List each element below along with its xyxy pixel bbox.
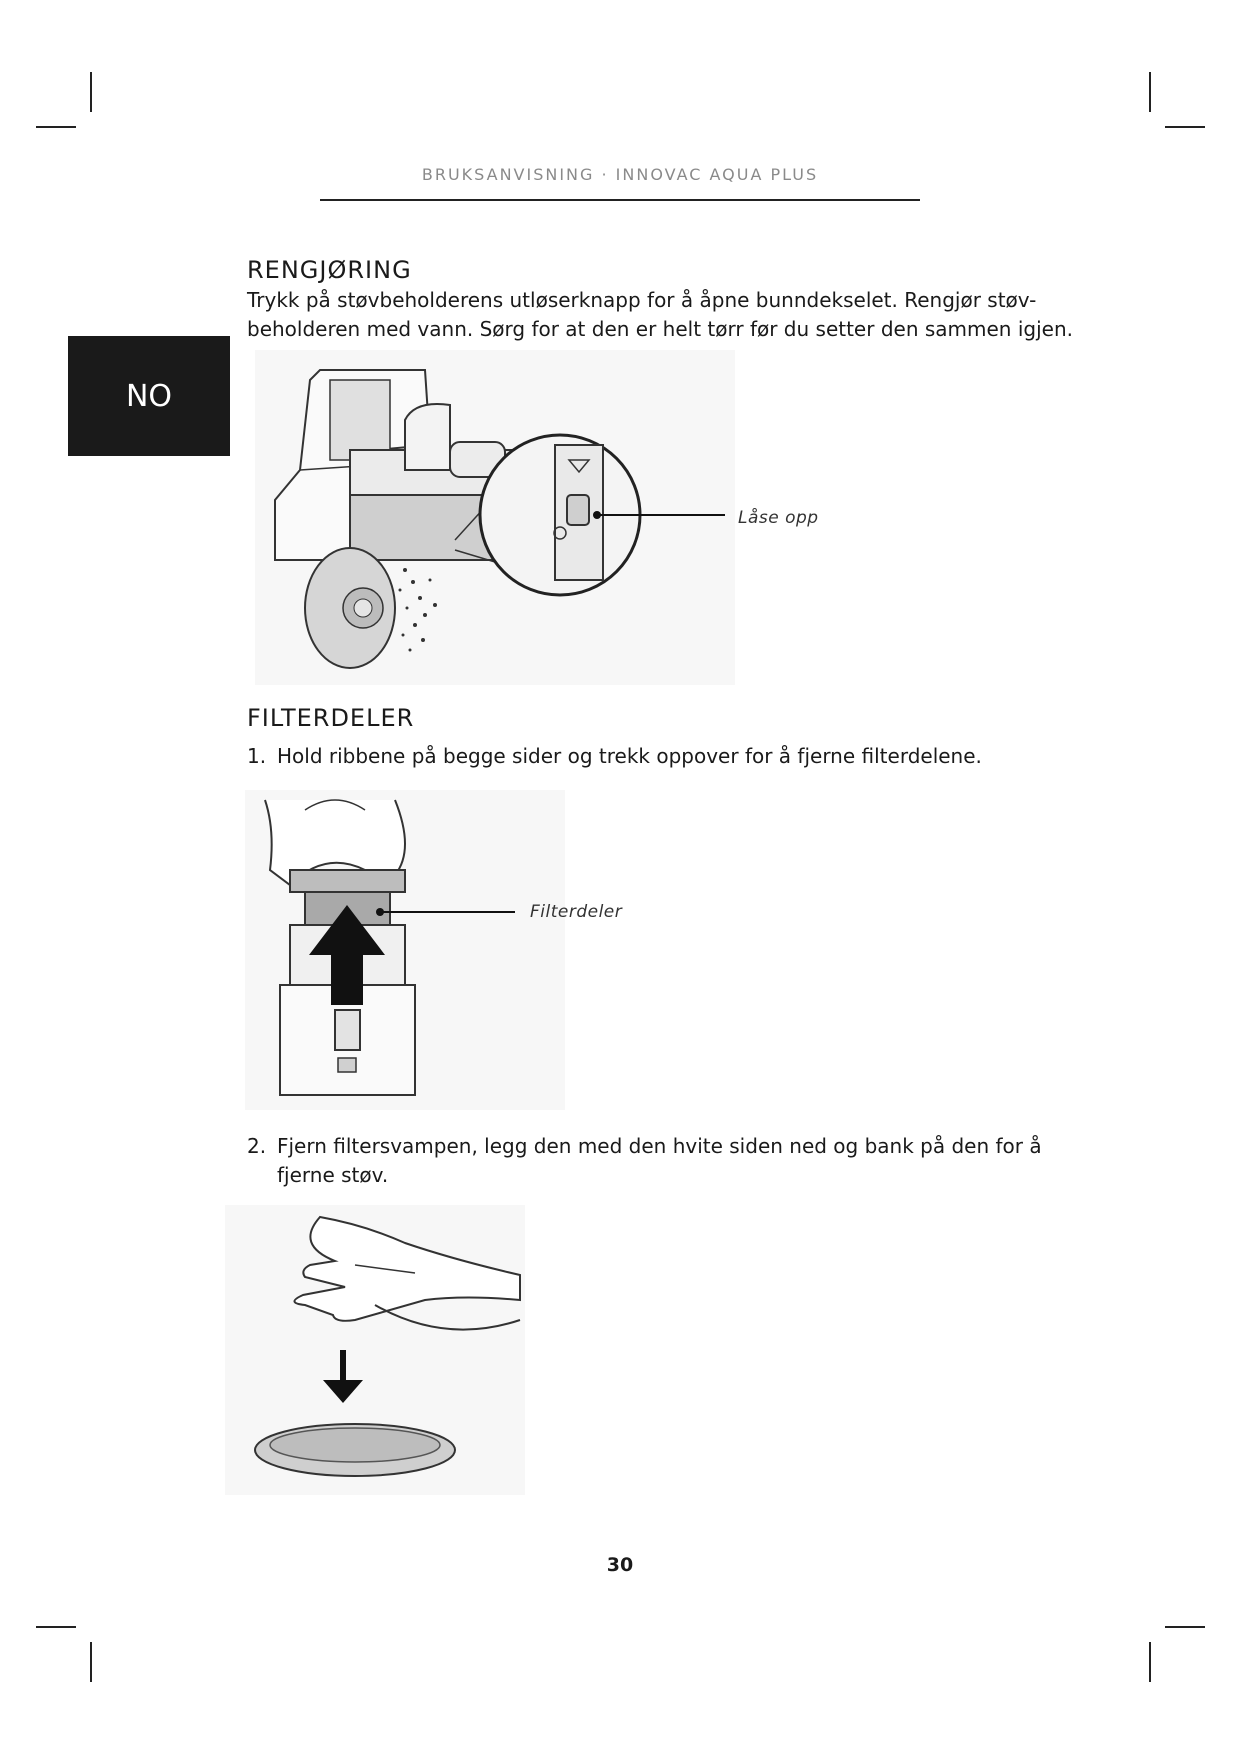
crop-mark: [1165, 1626, 1205, 1628]
step-2-text-line-2: fjerne støv.: [277, 1163, 389, 1187]
crop-mark: [36, 1626, 76, 1628]
cleaning-text-line-1: Trykk på støvbeholderens utløserknapp for å åpne bunndekselet. Rengjør støv-: [247, 288, 1037, 312]
step-1-text: Hold ribbene på begge sider og trekk oppover for å fjerne filterdelene.: [277, 744, 982, 768]
callout-unlock: Låse opp: [738, 508, 819, 528]
crop-mark: [90, 72, 92, 112]
callout-filter-parts: Filterdeler: [530, 902, 623, 922]
section-heading-filter: FILTERDELER: [247, 704, 415, 732]
filter-removal-illustration: [245, 790, 565, 1110]
page-number: 30: [606, 1554, 634, 1576]
crop-mark: [90, 1642, 92, 1682]
header-divider: [320, 199, 920, 201]
step-1-number: 1.: [247, 744, 267, 768]
step-2-number: 2.: [247, 1134, 267, 1158]
language-tab-label: NO: [125, 378, 173, 414]
dust-container-illustration: [255, 350, 735, 685]
step-2: [247, 1132, 1042, 1161]
step-2-text-line-1: Fjern filtersvampen, legg den med den hvite siden ned og bank på den for å: [277, 1134, 1042, 1158]
document-header: BRUKSANVISNING · INNOVAC AQUA PLUS: [421, 165, 819, 184]
crop-mark: [1165, 126, 1205, 128]
crop-mark: [36, 126, 76, 128]
filter-sponge-tapping-illustration: [225, 1205, 525, 1495]
crop-mark: [1149, 1642, 1151, 1682]
step-1: [247, 742, 982, 771]
step-2-continued: [247, 1161, 388, 1190]
section-heading-cleaning: RENGJØRING: [247, 256, 412, 284]
crop-mark: [1149, 72, 1151, 112]
language-tab: [68, 336, 230, 456]
cleaning-text-line-2: beholderen med vann. Sørg for at den er helt tørr før du setter den sammen igjen.: [247, 317, 1073, 341]
